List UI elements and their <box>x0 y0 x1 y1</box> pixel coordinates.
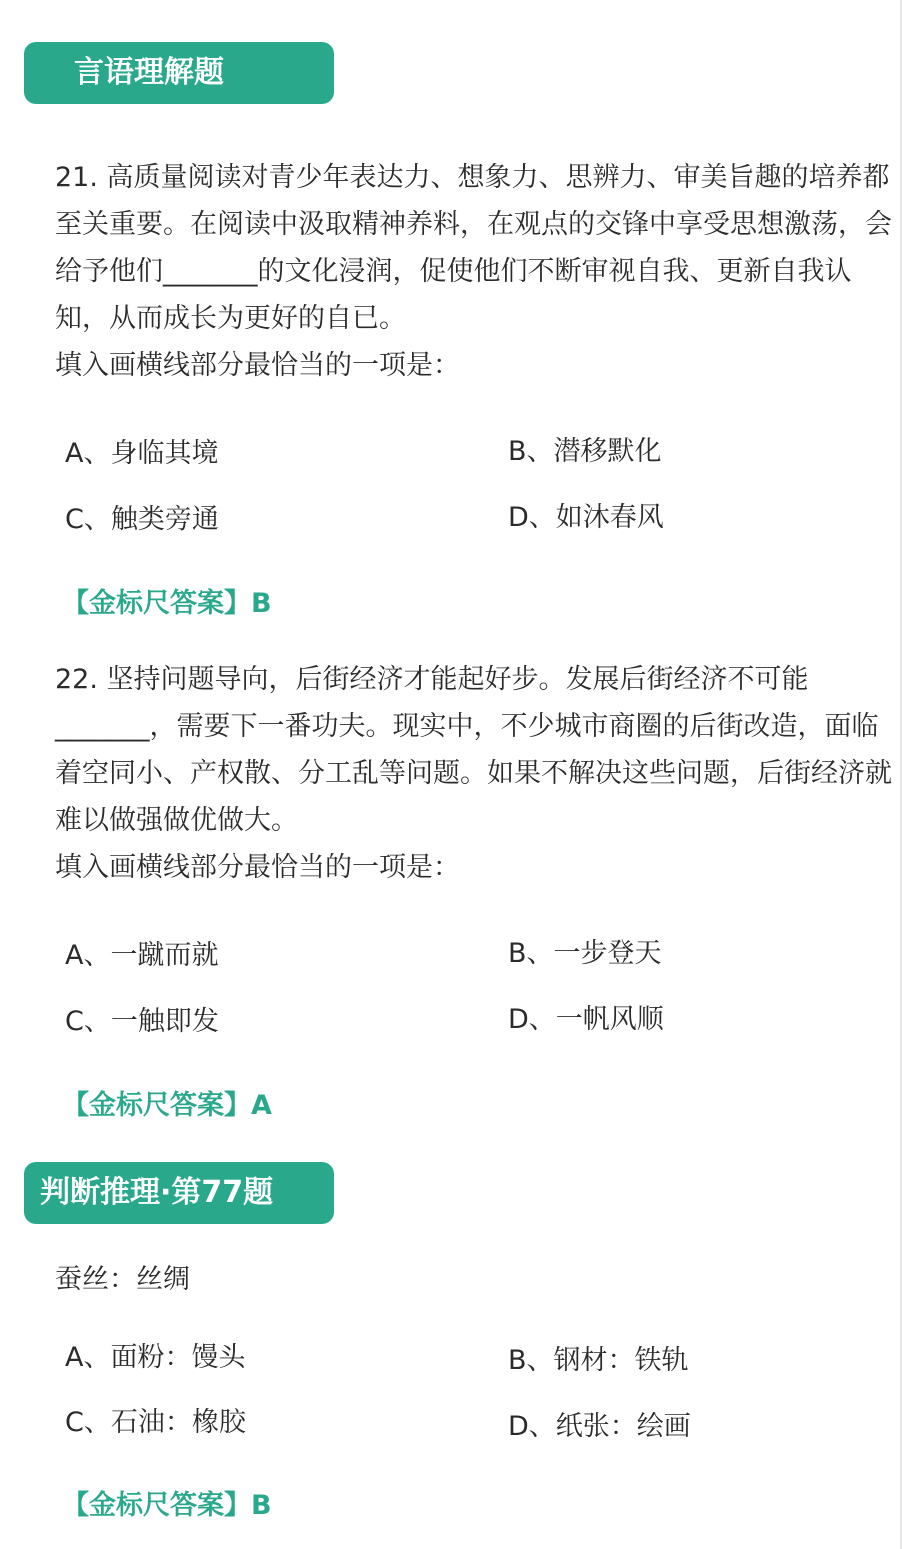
option-c[interactable]: C、一触即发 <box>65 1006 219 1037</box>
question-77 <box>55 1256 895 1303</box>
section-header-verbal: 言语理解题 <box>24 42 334 104</box>
option-a[interactable]: A、面粉：馒头 <box>65 1342 246 1373</box>
option-a[interactable]: A、身临其境 <box>65 438 219 469</box>
answer-label: 【金标尺答案】A <box>62 1090 272 1121</box>
option-d[interactable]: D、一帆风顺 <box>508 1004 664 1035</box>
option-b[interactable]: B、一步登天 <box>508 938 662 969</box>
option-a[interactable]: A、一蹴而就 <box>65 940 219 971</box>
option-b[interactable]: B、钢材：铁轨 <box>508 1345 689 1376</box>
option-c[interactable]: C、石油：橡胶 <box>65 1407 246 1438</box>
question-22 <box>55 656 895 891</box>
question-stem: 蚕丝：丝绸 <box>55 1264 190 1295</box>
question-prompt: 填入画横线部分最恰当的一项是： <box>55 350 460 381</box>
question-prompt: 填入画横线部分最恰当的一项是： <box>55 852 460 883</box>
option-b[interactable]: B、潜移默化 <box>508 436 662 467</box>
section-header-reasoning: 判断推理·第77题 <box>24 1162 334 1224</box>
answer-label: 【金标尺答案】B <box>62 1490 272 1521</box>
option-d[interactable]: D、纸张：绘画 <box>508 1411 691 1442</box>
page-edge-divider <box>900 0 902 1549</box>
option-c[interactable]: C、触类旁通 <box>65 504 219 535</box>
question-stem: 21. 高质量阅读对青少年表达力、想象力、思辨力、审美旨趣的培养都至关重要。在阅读中汲取精神养料，在观点的交锋中享受思想激荡，会给予他们_______的文化浸润，促使他们不断审视自我、更新自我认知，从而成长为更好的自已。 <box>55 162 892 334</box>
option-d[interactable]: D、如沐春风 <box>508 502 664 533</box>
answer-label: 【金标尺答案】B <box>62 588 272 619</box>
question-21 <box>55 154 895 389</box>
question-stem: 22. 坚持问题导向，后街经济才能起好步。发展后街经济不可能_______，需要下一番功夫。现实中，不少城市商圈的后街改造，面临着空同小、产权散、分工乱等问题。如果不解决这些问题，后街经济就难以做强做优做大。 <box>55 664 892 836</box>
